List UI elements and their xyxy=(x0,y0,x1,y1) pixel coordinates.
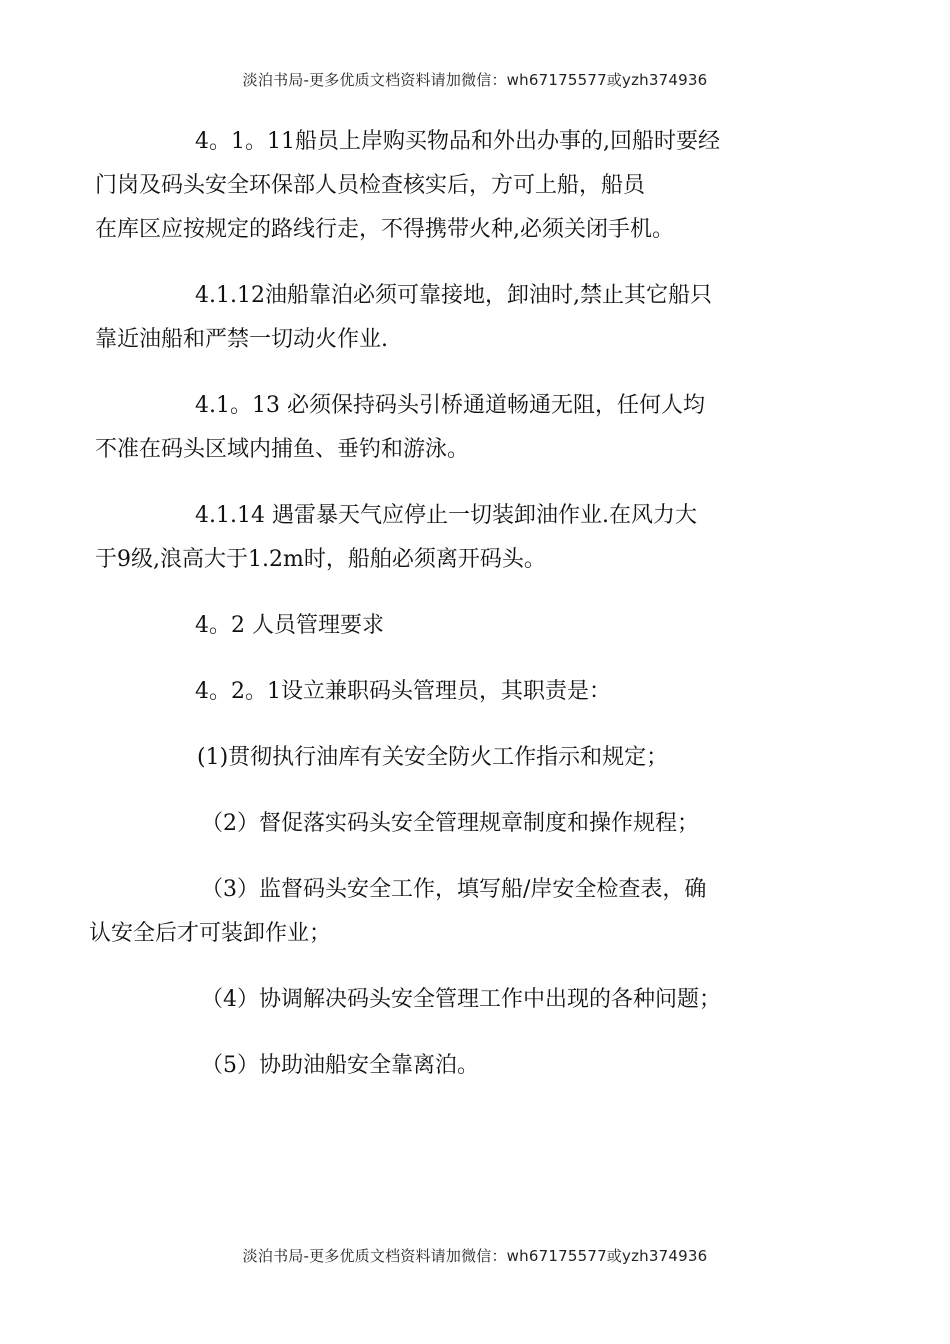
text-line: 4.1.12油船靠泊必须可靠接地，卸油时,禁止其它船只 xyxy=(195,283,712,308)
footer-watermark: 淡泊书局-更多优质文档资料请加微信：wh67175577或yzh374936 xyxy=(242,1247,708,1265)
text-line: 4.1.14 遇雷暴天气应停止一切装卸油作业.在风力大 xyxy=(195,503,697,528)
text-line: 4.1。13 必须保持码头引桥通道畅通无阻，任何人均 xyxy=(195,393,705,418)
text-line: 不准在码头区域内捕鱼、垂钓和游泳。 xyxy=(95,437,470,462)
paragraph-4-1-14 xyxy=(95,494,815,582)
section-heading-4-2 xyxy=(145,604,815,648)
paragraph-4-2-1 xyxy=(145,670,815,714)
text-line: （2）督促落实码头安全管理规章制度和操作规程； xyxy=(201,811,699,836)
text-line: （3）监督码头安全工作，填写船/岸安全检查表，确 xyxy=(201,877,707,902)
text-line: 在库区应按规定的路线行走，不得携带火种,必须关闭手机。 xyxy=(95,217,674,242)
text-line: 门岗及码头安全环保部人员检查核实后，方可上船，船员 xyxy=(95,173,646,198)
duty-item-2 xyxy=(145,802,815,846)
text-line: 4。2。1设立兼职码头管理员，其职责是： xyxy=(195,679,611,704)
duty-item-4 xyxy=(145,978,815,1022)
text-line: 4。1。11船员上岸购买物品和外出办事的,回船时要经 xyxy=(195,129,720,154)
text-line: 4。2 人员管理要求 xyxy=(195,613,384,638)
duty-item-3 xyxy=(89,868,815,956)
duty-item-1 xyxy=(145,736,815,780)
header-watermark: 淡泊书局-更多优质文档资料请加微信：wh67175577或yzh374936 xyxy=(242,71,708,89)
text-line: （5）协助油船安全靠离泊。 xyxy=(201,1053,479,1078)
paragraph-4-1-13 xyxy=(95,384,815,472)
text-line: 认安全后才可装卸作业； xyxy=(89,921,332,946)
text-line: 靠近油船和严禁一切动火作业. xyxy=(95,327,388,352)
paragraph-4-1-12 xyxy=(95,274,815,362)
text-line: 于9级,浪高大于1.2m时，船舶必须离开码头。 xyxy=(95,547,546,572)
text-line: (1)贯彻执行油库有关安全防火工作指示和规定； xyxy=(197,745,669,770)
duty-item-5 xyxy=(145,1044,815,1088)
document-body xyxy=(89,120,815,1110)
text-line: （4）协调解决码头安全管理工作中出现的各种问题； xyxy=(201,987,721,1012)
paragraph-4-1-11 xyxy=(95,120,815,252)
